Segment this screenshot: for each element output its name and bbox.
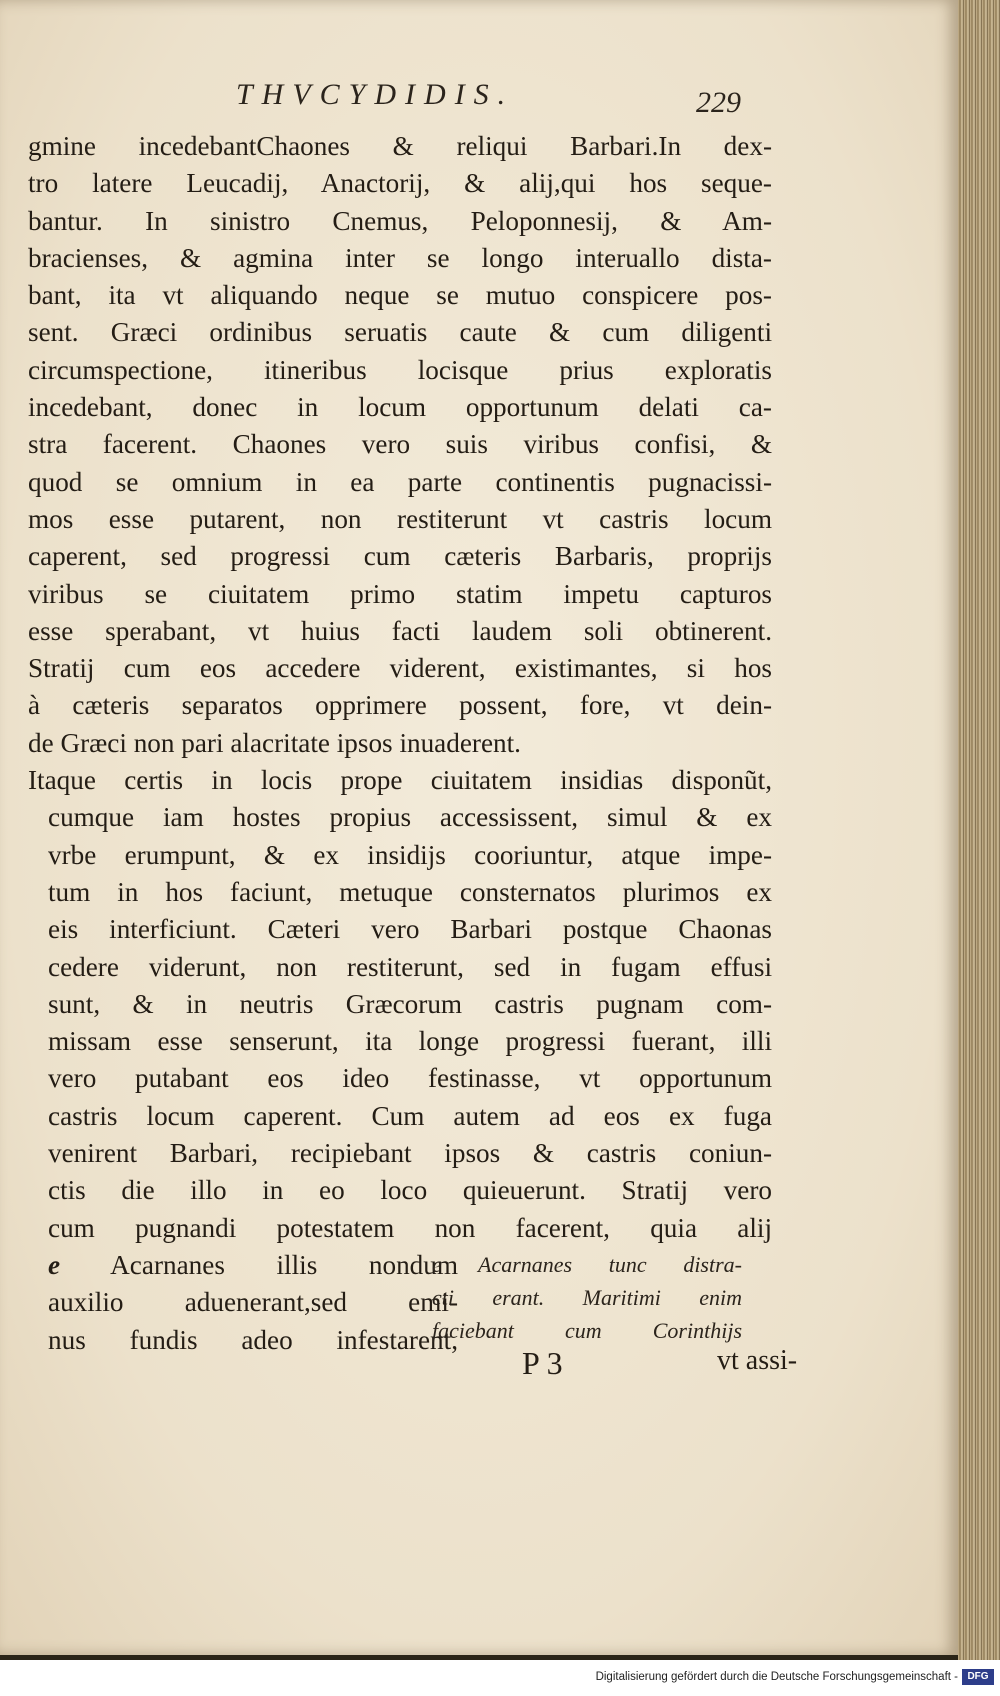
- text-line: [28, 1247, 458, 1284]
- text-line: venirent Barbari, recipiebant ipsos & castris coniun-: [48, 1138, 772, 1169]
- paragraph-start-line: Itaque certis in locis prope ciuitatem insidias disponũt,: [28, 765, 772, 796]
- text-line: Stratij cum eos accedere viderent, existimantes, si hos: [28, 653, 772, 684]
- marginal-note: [432, 1248, 742, 1347]
- running-head: THVCYDIDIS.: [236, 78, 515, 111]
- text-line: esse sperabant, vt huius facti laudem soli obtinerent.: [28, 615, 772, 646]
- marginal-note-line: cti erant. Maritimi enim: [432, 1285, 742, 1310]
- text-line: caperent, sed progressi cum cæteris Barbaris, proprijs: [28, 541, 772, 572]
- text-line: vero putabant eos ideo festinasse, vt opportunum: [48, 1063, 772, 1094]
- footer-bar: [0, 1660, 1000, 1696]
- page-edges: [958, 0, 1000, 1660]
- text-line: à cæteris separatos opprimere possent, fore, vt dein-: [28, 690, 772, 721]
- text-line: bracienses, & agmina inter se longo interuallo dista-: [28, 242, 772, 273]
- page-number: 229: [696, 86, 741, 119]
- text-line: viribus se ciuitatem primo statim impetu capturos: [28, 578, 772, 609]
- text-line: ctis die illo in eo loco quieuerunt. Stratij vero: [48, 1175, 772, 1206]
- text-line: missam esse senserunt, ita longe progressi fuerant, illi: [48, 1026, 772, 1057]
- text-line: tum in hos faciunt, metuque consternatos plurimos ex: [48, 876, 772, 907]
- note-marker: e: [48, 1249, 61, 1280]
- text-line: circumspectione, itineribus locisque prius exploratis: [28, 354, 772, 385]
- dfg-logo-icon: DFG: [962, 1669, 994, 1685]
- text-line: castris locum caperent. Cum autem ad eos ex fuga: [48, 1100, 772, 1131]
- footer-credit: Digitalisierung gefördert durch die Deutsche Forschungsgemeinschaft -: [595, 1671, 958, 1683]
- text-line: auxilio aduenerant,sed emi-: [48, 1287, 458, 1318]
- body-text: [28, 128, 772, 1359]
- catchword: vt assi-: [717, 1345, 798, 1376]
- foot-line-text: Acarnanes illis nondum: [110, 1249, 458, 1280]
- text-line: sunt, & in neutris Græcorum castris pugnam com-: [48, 988, 772, 1019]
- text-line: mos esse putarent, non restiterunt vt castris locum: [28, 503, 772, 534]
- text-line: quod se omnium in ea parte continentis pugnacissi-: [28, 466, 772, 497]
- text-line: sent. Græci ordinibus seruatis caute & cum diligenti: [28, 317, 772, 348]
- text-line: eis interficiunt. Cæteri vero Barbari postque Chaonas: [48, 914, 772, 945]
- marginal-note-line: e Acarnanes tunc distra-: [432, 1252, 742, 1277]
- signature-mark: P 3: [522, 1345, 563, 1381]
- text-line: de Græci non pari alacritate ipsos inuaderent.: [28, 727, 521, 758]
- text-line: cum pugnandi potestatem non facerent, quia alij: [48, 1212, 772, 1243]
- text-line: stra facerent. Chaones vero suis viribus confisi, &: [28, 429, 772, 460]
- text-line: cedere viderunt, non restiterunt, sed in fugam effusi: [48, 951, 772, 982]
- text-line: gmine incedebantChaones & reliqui Barbari.In dex-: [28, 131, 772, 161]
- marginal-note-line: faciebant cum Corinthijs: [432, 1318, 742, 1343]
- text-line: vrbe erumpunt, & ex insidijs cooriuntur, atque impe-: [48, 839, 772, 870]
- text-line: bant, ita vt aliquando neque se mutuo conspicere pos-: [28, 280, 772, 311]
- text-line: cumque iam hostes propius accessissent, simul & ex: [48, 802, 772, 833]
- text-line: nus fundis adeo infestarent,: [48, 1324, 458, 1355]
- text-line: bantur. In sinistro Cnemus, Peloponnesij, & Am-: [28, 205, 772, 236]
- text-line: incedebant, donec in locum opportunum delati ca-: [28, 392, 772, 423]
- text-line: tro latere Leucadij, Anactorij, & alij,qui hos seque-: [28, 168, 772, 199]
